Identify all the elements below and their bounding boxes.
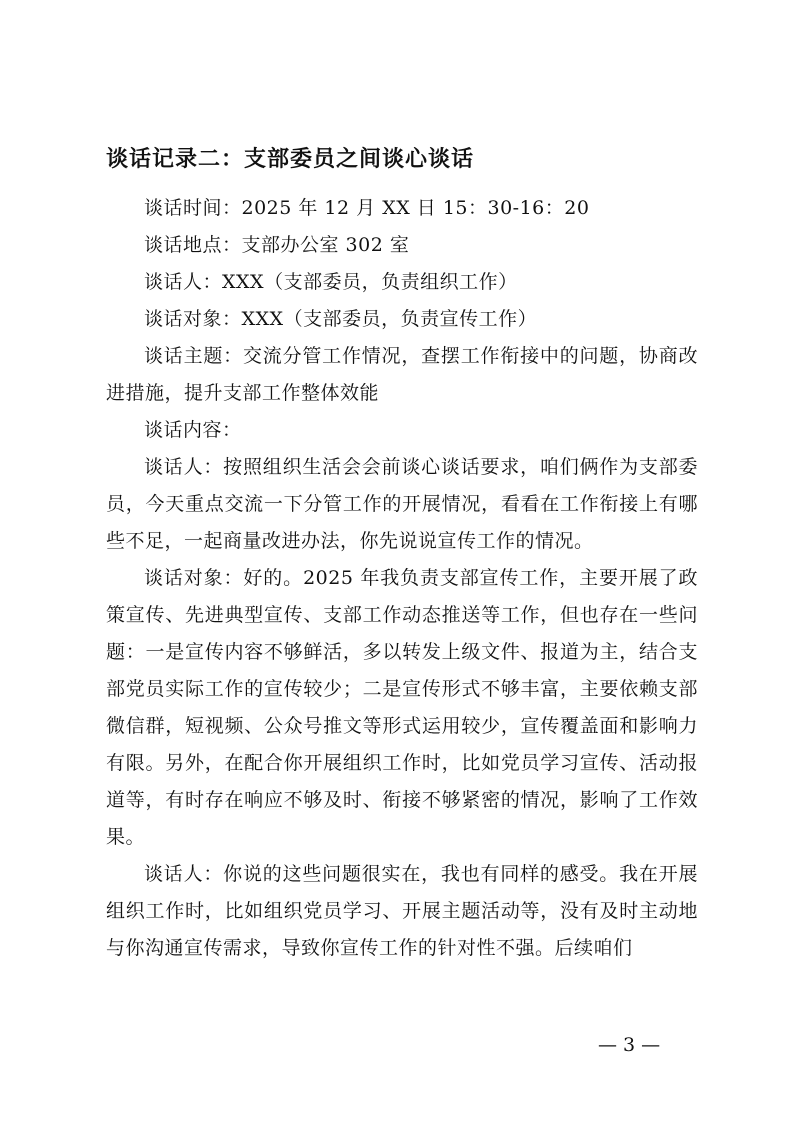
paragraph-speaker-reply: 谈话人：你说的这些问题很实在，我也有同样的感受。我在开展组织工作时，比如组织党员学习、开展主题活动等，没有及时主动地与你沟通宣传需求，导致你宣传工作的针对性不强。后续咱们: [106, 863, 698, 959]
paragraph-time: 谈话时间：2025 年 12 月 XX 日 15：30-16：20: [144, 197, 590, 219]
paragraph-listener: 谈话对象：XXX（支部委员，负责宣传工作）: [144, 308, 538, 330]
paragraph-listener-response: 谈话对象：好的。2025 年我负责支部宣传工作，主要开展了政策宣传、先进典型宣传、支部工作动态推送等工作，但也存在一些问题：一是宣传内容不够鲜活，多以转发上级文件、报道为主，结合支部党员实际工作的宣传较少；二是宣传形式不够丰富，主要依赖支部微信群，短视频、公众号推文等形式运用较少，宣传覆盖面和影响力有限。另外，在配合你开展组织工作时，比如党员学习宣传、活动报道等，有时存在响应不够及时、衔接不够紧密的情况，影响了工作效果。: [106, 567, 698, 848]
paragraph-speaker: 谈话人：XXX（支部委员，负责组织工作）: [144, 271, 518, 293]
paragraph-location: 谈话地点：支部办公室 302 室: [144, 234, 410, 256]
paragraph-speaker-opening: 谈话人：按照组织生活会会前谈心谈话要求，咱们俩作为支部委员，今天重点交流一下分管工作的开展情况，看看在工作衔接上有哪些不足，一起商量改进办法，你先说说宣传工作的情况。: [106, 456, 698, 552]
document-title: 谈话记录二：支部委员之间谈心谈话: [106, 146, 475, 172]
paragraph-topic: 谈话主题：交流分管工作情况，查摆工作衔接中的问题，协商改进措施，提升支部工作整体效能: [106, 345, 698, 404]
paragraph-content-label: 谈话内容：: [144, 419, 242, 441]
page-number: — 3 —: [598, 1034, 661, 1056]
